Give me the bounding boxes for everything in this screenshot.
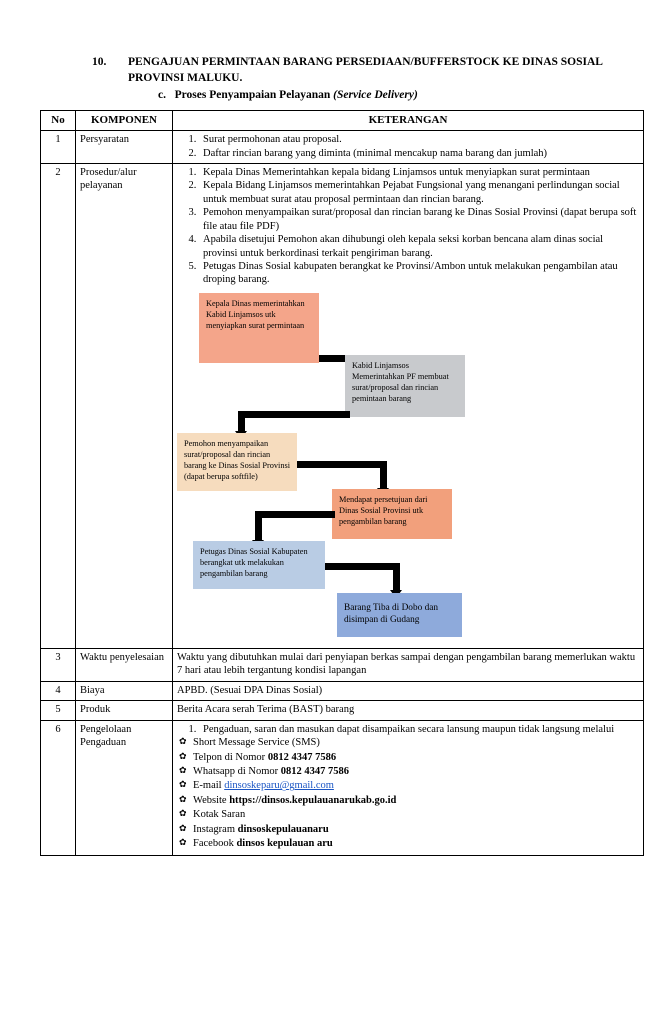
contact-item-facebook [193,837,639,850]
row-keterangan [173,720,644,855]
email-link[interactable]: dinsoskeparu@gmail.com [224,780,334,792]
page-title-text: PENGAJUAN PERMINTAAN BARANG PERSEDIAAN/BUFFERSTOCK KE DINAS SOSIAL PROVINSI MALUKU. [128,56,603,84]
row-keterangan: APBD. (Sesuai DPA Dinas Sosial) [173,681,644,700]
contact-item-email [193,779,639,792]
contact-item-instagram [193,823,639,836]
flow-box-2: Kabid Linjamsos Memerintahkan PF membuat surat/proposal dan rincian pemintaan barang [345,355,465,417]
flow-box-1: Kepala Dinas memerintahkan Kabid Linjamsos utk menyiapkan surat permintaan [199,293,319,363]
contact-item-sms [193,736,639,749]
list-item: 1. Surat permohonan atau proposal. [199,133,639,146]
page-subtitle [158,89,627,101]
flow-arrow-2-horizontal [238,411,350,418]
row-no: 5 [41,701,76,720]
flow-arrow-3-vertical [380,461,387,489]
contact-label: Instagram [193,823,238,835]
flow-arrow-4-vertical [255,511,262,541]
contact-value: 0812 4347 7586 [280,765,350,777]
row-no: 3 [41,648,76,681]
contact-label: Short Message Service (SMS) [193,737,320,749]
page-title [92,55,627,86]
row-no: 1 [41,131,76,164]
flow-box-3: Pemohon menyampaikan surat/proposal dan rincian barang ke Dinas Sosial Provinsi (dapat berupa softfile) [177,433,297,491]
row-keterangan: Waktu yang dibutuhkan mulai dari penyiapan berkas sampai dengan pengambilan barang memerlukan waktu 7 hari atau lebih tergantung kondisi lapangan [173,648,644,681]
row-no: 4 [41,681,76,700]
flow-box-4: Mendapat persetujuan dari Dinas Sosial Provinsi utk pengambilan barang [332,489,452,539]
table-row [41,648,644,681]
flow-arrow-4-horizontal [255,511,335,518]
table-row [41,720,644,855]
persyaratan-list [177,133,639,160]
contact-label: Whatsapp di Nomor [193,765,281,777]
flow-box-5: Petugas Dinas Sosial Kabupaten berangkat utk melakukan pengambilan barang [193,541,325,589]
contact-label: Website [193,794,230,806]
flow-arrow-5-vertical [393,563,400,591]
row-keterangan: Berita Acara serah Terima (BAST) barang [173,701,644,720]
row-komponen: Produk [76,701,173,720]
flow-box-6: Barang Tiba di Dobo dan disimpan di Gudang [337,593,462,637]
contact-item-kotak-saran [193,808,639,821]
row-no: 2 [41,163,76,648]
row-no: 6 [41,720,76,855]
list-item: 4. Apabila disetujui Pemohon akan dihubungi oleh kepala seksi korban bencana alam dinas social provinsi untuk berkordinasi terkait pengiriman barang. [199,233,639,260]
table-row [41,131,644,164]
contact-list [177,736,639,851]
contact-value: https://dinsos.kepulauanarukab.go.id [229,794,397,806]
list-item: 2. Kepala Bidang Linjamsos memerintahkan Pejabat Fungsional yang menangani perlindungan social untuk membuat surat atau proposal permintaan dan rincian barang. [199,179,639,206]
contact-label: Kotak Saran [193,809,246,821]
prosedur-list [177,166,639,287]
contact-label: Facebook [193,838,237,850]
list-item: 1. Kepala Dinas Memerintahkan kepala bidang Linjamsos untuk menyiapkan surat permintaan [199,166,639,179]
contact-value: 0812 4347 7586 [267,751,337,763]
flowchart [177,293,639,643]
list-item: 1. Pengaduan, saran dan masukan dapat disampaikan secara lansung maupun tidak langsung melalui [199,723,639,736]
contact-label: Telpon di Nomor [193,751,268,763]
column-header-keterangan: KETERANGAN [173,111,644,131]
flow-arrow-3-horizontal [297,461,387,468]
contact-value: dinsoskepulauanaru [237,823,329,835]
pengaduan-list [177,723,639,736]
page-subtitle-text: Proses Penyampaian Pelayanan [174,89,331,102]
contact-item-whatsapp [193,765,639,778]
table-header-row [41,111,644,131]
table-row [41,163,644,648]
row-komponen: Persyaratan [76,131,173,164]
contact-value: dinsos kepulauan aru [236,838,333,850]
service-delivery-table [40,110,644,856]
contact-item-telpon [193,751,639,764]
flow-arrow-5-horizontal [325,563,400,570]
column-header-no: No [41,111,76,131]
contact-item-website [193,794,639,807]
list-item: 3. Pemohon menyampaikan surat/proposal dan rincian barang ke Dinas Sosial Provinsi (dapat berupa soft file atau file PDF) [199,206,639,233]
row-komponen: Waktu penyelesaian [76,648,173,681]
row-keterangan [173,131,644,164]
page-subtitle-marker: c. [158,89,166,102]
table-row [41,681,644,700]
row-komponen: Prosedur/alur pelayanan [76,163,173,648]
row-keterangan [173,163,644,648]
page-title-number: 10. [92,56,107,68]
list-item: 5. Petugas Dinas Sosial kabupaten berangkat ke Provinsi/Ambon untuk melakukan pengambilan atau droping barang. [199,260,639,287]
page-subtitle-text-italic: (Service Delivery) [333,89,418,102]
contact-label: E-mail [193,780,225,792]
table-row [41,701,644,720]
column-header-komponen: KOMPONEN [76,111,173,131]
row-komponen: Biaya [76,681,173,700]
row-komponen: Pengelolaan Pengaduan [76,720,173,855]
list-item: 2. Daftar rincian barang yang diminta (minimal mencakup nama barang dan jumlah) [199,147,639,160]
